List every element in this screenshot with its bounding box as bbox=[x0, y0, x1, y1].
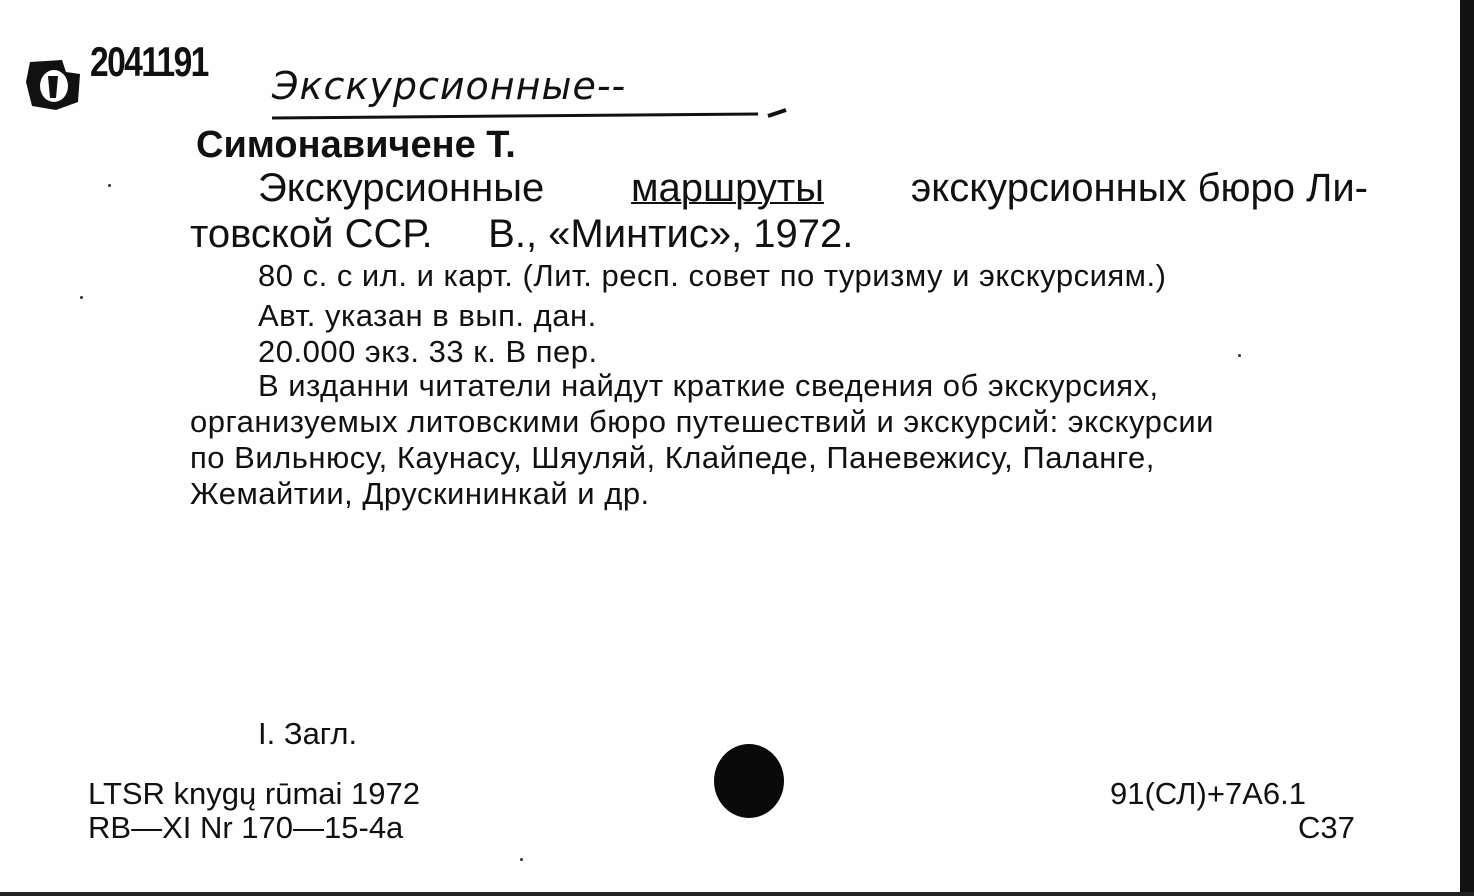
author-sign: С37 bbox=[1298, 810, 1355, 845]
handwritten-note: Экскурсионные-- bbox=[272, 64, 627, 108]
title-line-2: товской ССР. В., «Минтис», 1972. bbox=[190, 212, 854, 256]
annotation-line-4: Жемайтии, Друскининкай и др. bbox=[190, 476, 650, 511]
handwritten-underline bbox=[268, 108, 788, 124]
title-underlined-word: маршруты bbox=[631, 166, 824, 210]
punch-hole bbox=[714, 744, 784, 818]
inventory-number: 2041191 bbox=[90, 38, 208, 85]
publisher-line-2: RB—XI Nr 170—15-4a bbox=[88, 810, 404, 845]
speck bbox=[108, 184, 111, 187]
title-part-1: Экскурсионные bbox=[258, 166, 545, 210]
annotation-line-2: организуемых литовскими бюро путешествий и экскурсий: экскурсии bbox=[190, 404, 1214, 439]
library-stamp-icon bbox=[22, 52, 86, 116]
card-edge-bottom bbox=[0, 892, 1474, 896]
card-edge bbox=[1460, 0, 1474, 896]
speck bbox=[80, 296, 83, 299]
title-part-2: экскурсионных бюро Ли- bbox=[910, 166, 1368, 210]
physical-description: 80 с. с ил. и карт. (Лит. респ. совет по туризму и экскурсиям.) bbox=[258, 258, 1167, 293]
print-run: 20.000 экз. 33 к. В пер. bbox=[258, 334, 598, 369]
subject-heading: I. Загл. bbox=[258, 716, 358, 751]
annotation-line-3: по Вильнюсу, Каунасу, Шяуляй, Клайпеде, Паневежису, Паланге, bbox=[190, 440, 1155, 475]
annotation-line-1: В изданни читатели найдут краткие сведения об экскурсиях, bbox=[258, 368, 1159, 403]
title-line-1 bbox=[258, 166, 1368, 211]
speck bbox=[1238, 354, 1241, 357]
publisher-line-1: LTSR knygų rūmai 1972 bbox=[88, 776, 420, 811]
author-heading: Симонавичене Т. bbox=[196, 124, 516, 166]
classification-code: 91(СЛ)+7А6.1 bbox=[1110, 776, 1306, 811]
author-note: Авт. указан в вып. дан. bbox=[258, 298, 597, 333]
speck bbox=[520, 858, 523, 861]
